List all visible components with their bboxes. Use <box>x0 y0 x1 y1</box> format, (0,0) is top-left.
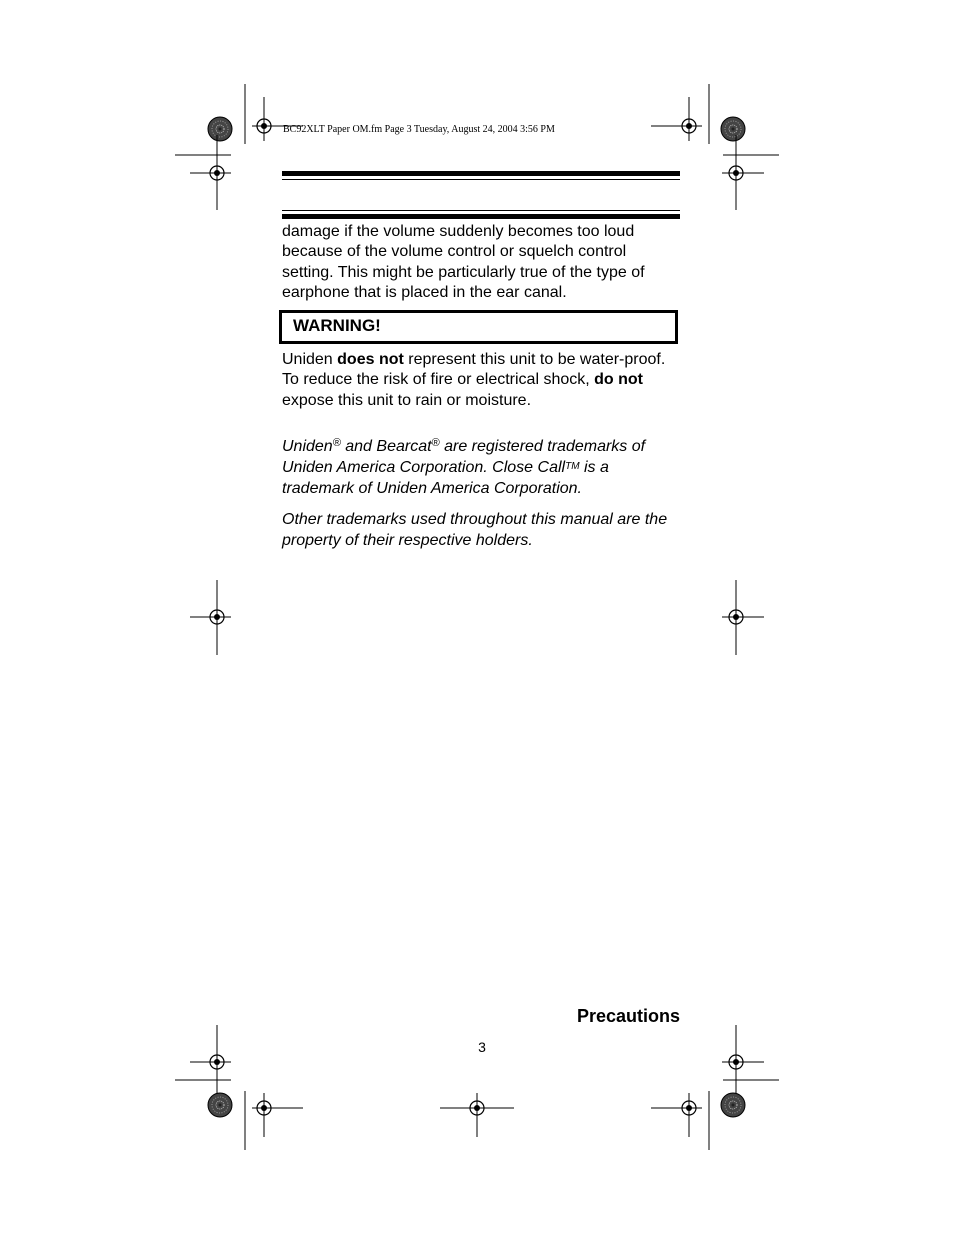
warning-emphasis: do not <box>594 371 643 389</box>
warning-emphasis: does not <box>337 351 404 368</box>
registration-mark-icon <box>722 135 764 210</box>
trademark-text: Uniden <box>282 438 333 455</box>
trademark-text: are registered trademarks of Uniden America Corporation. Close Call <box>282 438 646 476</box>
warning-heading-box <box>279 310 678 344</box>
warning-text: expose this unit to rain or moisture. <box>282 391 532 409</box>
warning-text: represent this unit to be water-proof. To reduce the risk of fire or electrical shock, <box>282 351 666 389</box>
warning-label: WARNING! <box>293 316 381 335</box>
star-target-icon <box>721 117 745 141</box>
warning-paragraph <box>282 350 682 411</box>
registration-mark-icon <box>190 580 231 655</box>
registration-mark-icon <box>190 135 231 210</box>
registration-mark-icon <box>190 1025 231 1100</box>
star-target-icon <box>721 1093 745 1117</box>
trademark-text: is a trademark of Uniden America Corporation. <box>282 459 609 497</box>
trademark-paragraph <box>282 436 682 499</box>
registered-mark: ® <box>332 437 341 449</box>
intro-paragraph: damage if the volume suddenly becomes too loud because of the volume control or squelch control setting. This might be particularly true of the type of earphone that is placed in the ear canal. <box>282 223 645 302</box>
registration-mark-icon <box>651 97 702 141</box>
section-title: Precautions <box>576 1006 680 1026</box>
trademark-text: and Bearcat <box>340 438 432 455</box>
other-trademarks-paragraph: Other trademarks used throughout this manual are the property of their respective holders. <box>282 511 668 549</box>
registered-mark: ® <box>431 437 440 449</box>
registration-mark-icon <box>722 1025 764 1100</box>
section-rule-thick <box>282 214 680 219</box>
star-target-icon <box>208 1093 232 1117</box>
page-number: 3 <box>478 1039 486 1055</box>
trademark-symbol: TM <box>565 461 580 472</box>
registration-mark-icon <box>722 580 764 655</box>
header-rule-thin <box>282 179 680 180</box>
registration-mark-icon <box>440 1093 514 1137</box>
star-target-icon <box>208 117 232 141</box>
file-info-slug: BC92XLT Paper OM.fm Page 3 Tuesday, August 24, 2004 3:56 PM <box>283 124 555 135</box>
header-rule-thick <box>282 171 680 176</box>
warning-text: Uniden <box>282 351 338 368</box>
section-rule-thin <box>282 210 680 211</box>
registration-mark-icon <box>252 1093 303 1137</box>
registration-mark-icon <box>651 1093 702 1137</box>
